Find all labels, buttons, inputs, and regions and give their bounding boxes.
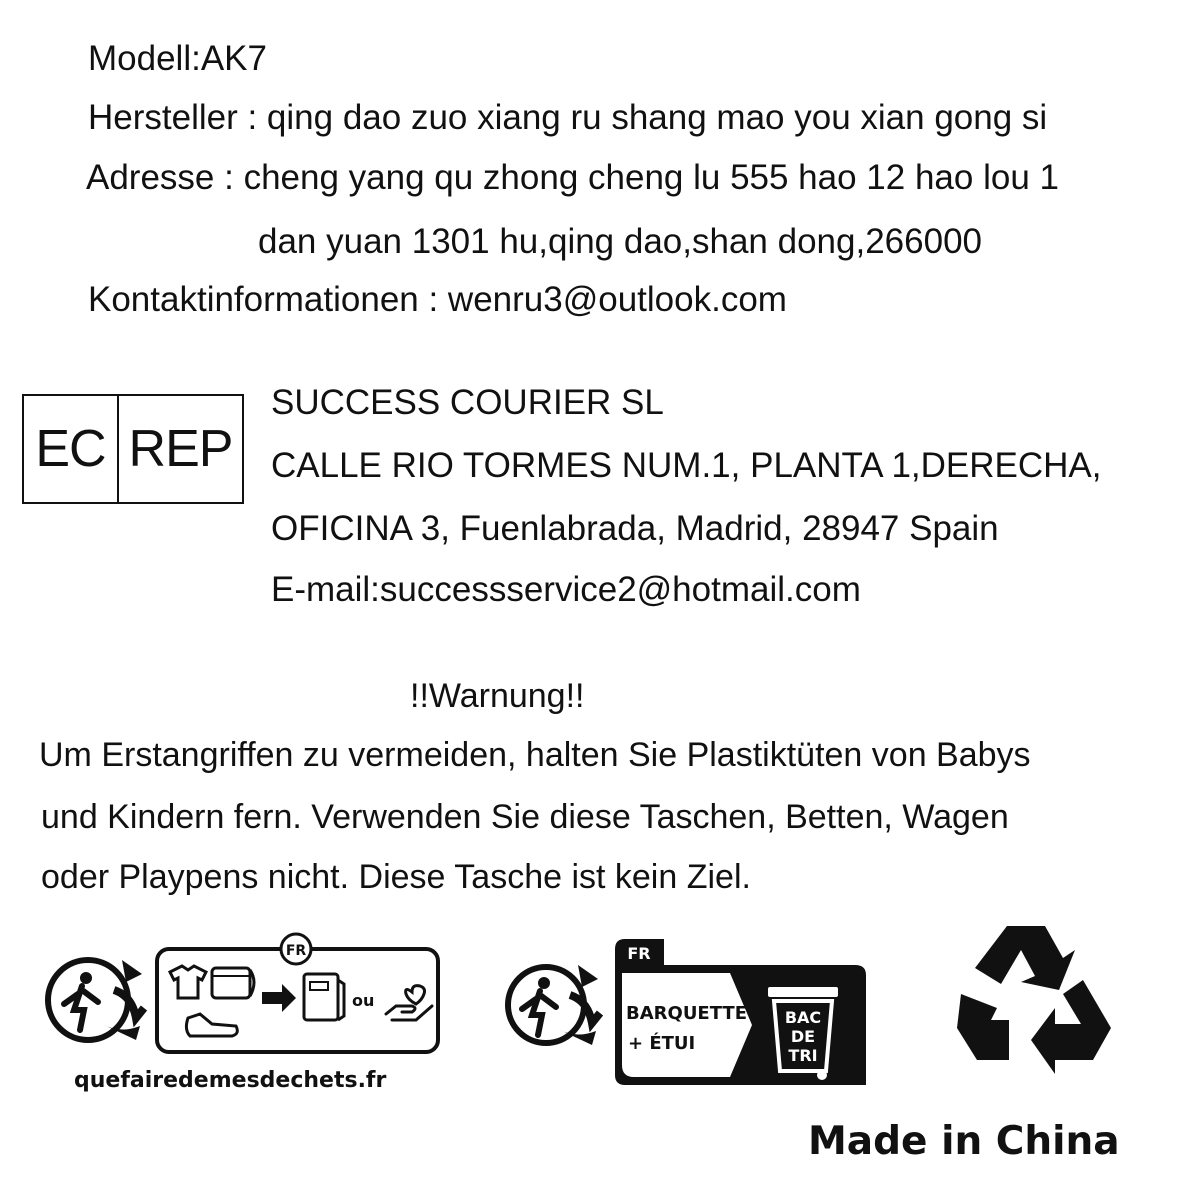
recycling-icon [955,920,1115,1076]
ec-rep-email: E-mail:successservice2@hotmail.com [271,570,861,609]
manufacturer-text: Hersteller : qing dao zuo xiang ru shang mao you xian gong si [88,98,1048,137]
shoe-icon [186,1014,237,1036]
ec-rep-symbol [22,394,244,504]
tshirt-icon [170,966,206,998]
ec-rep-address-1: CALLE RIO TORMES NUM.1, PLANTA 1,DERECHA, [271,446,1102,485]
triman-figure-icon [508,965,600,1045]
model-text: Modell:AK7 [88,39,267,78]
bin-text-3: TRI [788,1046,818,1065]
fr-badge-text: FR [285,943,307,959]
ec-rep-address-2: OFICINA 3, Fuenlabrada, Madrid, 28947 Spain [271,509,999,548]
ec-rep-company: SUCCESS COURIER SL [271,383,664,422]
collection-box-icon [304,974,344,1020]
address-line-1: Adresse : cheng yang qu zhong cheng lu 555 hao 12 hao lou 1 [86,158,1059,197]
triman-packaging-logo [500,935,872,1095]
donation-hand-icon [386,986,432,1020]
warning-line-1: Um Erstangriffen zu vermeiden, halten Sie Plastiktüten von Babys [39,736,1031,774]
warning-line-3: oder Playpens nicht. Diese Tasche ist kein Ziel. [41,858,751,896]
contact-text: Kontaktinformationen : wenru3@outlook.com [88,280,787,319]
address-line-2: dan yuan 1301 hu,qing dao,shan dong,266000 [258,222,982,261]
made-in-label: Made in China [808,1119,1120,1164]
fr-badge-text: FR [627,944,651,963]
warning-line-2: und Kindern fern. Verwenden Sie diese Taschen, Betten, Wagen [41,798,1009,836]
rep-label: REP [128,420,233,478]
bin-text-2: DE [790,1027,816,1046]
linen-icon [212,968,254,998]
ec-label: EC [24,396,119,502]
packaging-item-2: + ÉTUI [628,1033,696,1054]
ou-text: ou [352,991,375,1010]
triman-figure-icon [48,960,144,1040]
bin-text-1: BAC [784,1008,822,1027]
packaging-item-1: BARQUETTE [626,1003,747,1024]
warning-title: !!Warnung!! [410,677,585,715]
triman-url: quefairedemesdechets.fr [74,1068,387,1093]
triman-sorting-logo [40,930,460,1100]
arrow-right-icon [262,984,296,1012]
